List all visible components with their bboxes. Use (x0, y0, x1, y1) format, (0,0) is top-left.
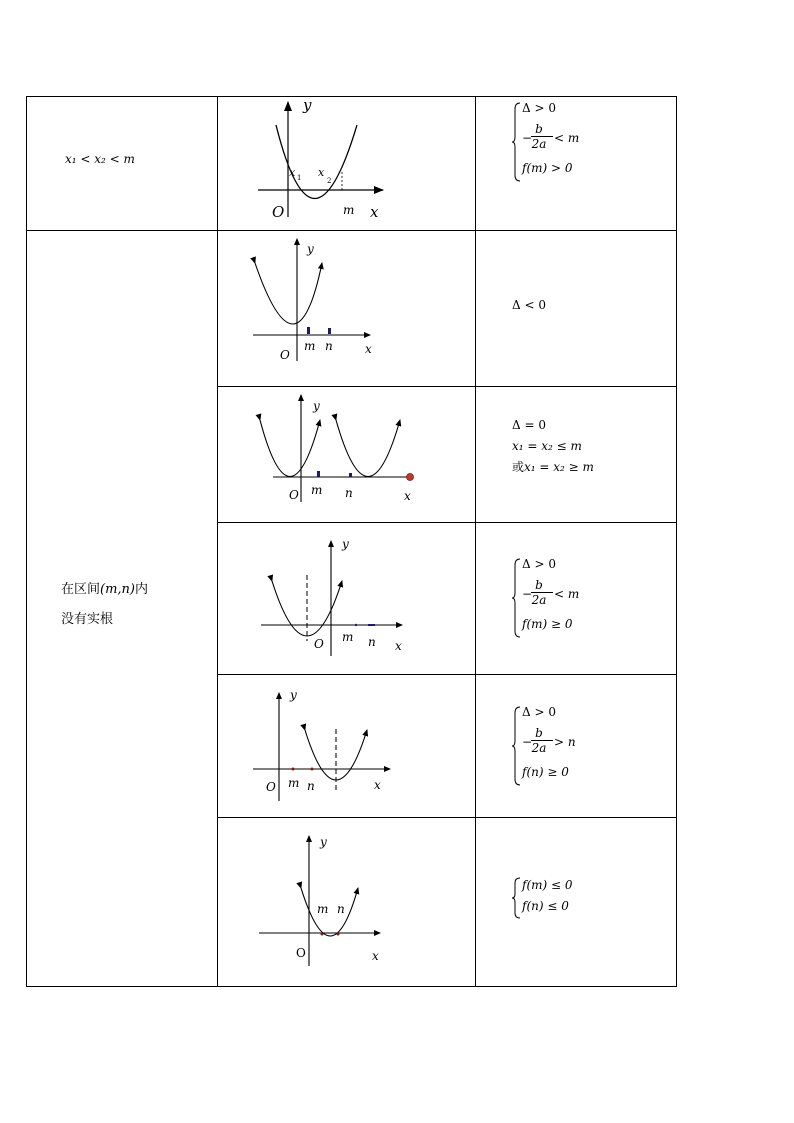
y-label: y (320, 835, 327, 849)
parabola-graph (218, 818, 475, 986)
n-tick (328, 328, 331, 334)
delta-condition: Δ > 0 (522, 557, 556, 571)
origin-label: O (280, 348, 290, 362)
roots-distribution-table (26, 96, 677, 987)
origin-label: O (272, 203, 285, 221)
fraction-denominator: 2a (531, 137, 547, 151)
merged-condition-cell (27, 231, 218, 987)
no-real-root-label (61, 575, 148, 635)
parabola (255, 263, 322, 324)
parabola-graph (218, 675, 475, 817)
condition-cell (27, 97, 218, 231)
condition-cell (476, 231, 677, 387)
condition-system-cell (476, 523, 677, 675)
x2-label: x (318, 166, 325, 179)
n-tick (349, 473, 352, 477)
m-label: m (342, 630, 354, 644)
brace-icon (512, 557, 522, 639)
fm-condition: f(m) ≤ 0 (522, 878, 573, 892)
x-axis-endpoint (407, 474, 414, 481)
origin-label: O (289, 488, 299, 502)
table-row (27, 97, 677, 231)
delta-condition: Δ = 0 (512, 418, 546, 432)
m-label: m (304, 339, 316, 353)
vertex-condition: > n (554, 735, 576, 749)
x2-subscript: 2 (327, 177, 332, 185)
delta-condition: Δ < 0 (512, 298, 546, 312)
n-label: n (345, 486, 353, 500)
condition-system-cell (476, 675, 677, 818)
x-label: x (395, 639, 402, 653)
interval-text: (m,n) (100, 582, 135, 597)
m-label: m (311, 483, 323, 497)
vertex-fraction (524, 122, 554, 151)
origin-label: O (296, 946, 306, 960)
n-label: n (307, 779, 315, 793)
delta-condition: Δ > 0 (522, 705, 556, 719)
fraction-numerator: b (535, 578, 543, 592)
y-label: y (342, 537, 349, 551)
m-tick (317, 471, 320, 477)
condition-lines (512, 415, 594, 478)
x-label: x (372, 949, 379, 963)
brace-icon (512, 876, 522, 920)
fraction-numerator: b (535, 122, 543, 136)
condition-system-cell (476, 97, 677, 231)
m-point (321, 933, 324, 936)
fraction-numerator: b (535, 726, 543, 740)
function-condition: f(m) > 0 (522, 161, 573, 175)
m-tick (307, 327, 310, 334)
parabola-graph (218, 523, 475, 674)
vertex-fraction (524, 578, 554, 607)
origin-label: O (314, 637, 324, 651)
label-line2: 没有实根 (61, 612, 114, 627)
x-label: x (370, 203, 379, 221)
m-point (292, 768, 295, 771)
condition-cell (476, 387, 677, 523)
function-condition: f(n) ≥ 0 (522, 765, 569, 779)
y-label: y (307, 242, 314, 256)
x1-subscript: 1 (297, 174, 302, 182)
or-label: 或 (512, 460, 525, 474)
condition-system-cell (476, 818, 677, 987)
label-prefix: 在区间 (61, 582, 101, 597)
right-parabola (336, 420, 400, 477)
minus-sign: − (522, 735, 533, 749)
graph-cell (218, 97, 476, 231)
x1-label: x (289, 166, 296, 179)
parabola-graph (218, 97, 475, 230)
n-point (368, 624, 375, 626)
vertex-condition: < m (554, 587, 580, 601)
graph-cell (218, 387, 476, 523)
minus-sign: − (522, 587, 533, 601)
vertex-fraction (524, 726, 554, 755)
n-label: n (337, 902, 345, 916)
vertex-condition: < m (554, 131, 580, 145)
graph-cell (218, 675, 476, 818)
parabola-graph (218, 231, 475, 386)
m-point (355, 624, 357, 626)
fn-condition: f(n) ≤ 0 (522, 899, 569, 913)
fraction-denominator: 2a (531, 593, 547, 607)
function-condition: f(m) ≥ 0 (522, 617, 573, 631)
condition-text: x₁ < x₂ < m (65, 152, 135, 166)
x-label: x (374, 778, 381, 792)
brace-icon (512, 101, 522, 183)
m-label: m (288, 776, 300, 790)
m-label: m (317, 902, 329, 916)
parabola-graph (218, 387, 475, 522)
n-point (337, 933, 340, 936)
delta-condition: Δ > 0 (522, 101, 556, 115)
equal-roots-condition-1: x₁ = x₂ ≤ m (512, 439, 582, 453)
origin-label: O (266, 780, 276, 794)
graph-cell (218, 818, 476, 987)
x-label: x (365, 342, 372, 356)
n-label: n (368, 635, 376, 649)
y-label: y (290, 688, 297, 702)
graph-cell (218, 523, 476, 675)
equal-roots-condition-2: x₁ = x₂ ≥ m (524, 460, 594, 474)
y-label: y (313, 399, 320, 413)
m-label: m (343, 203, 355, 217)
left-parabola (260, 420, 320, 477)
label-suffix: 内 (135, 582, 149, 597)
x-label: x (404, 489, 411, 503)
n-point (311, 768, 314, 771)
graph-cell (218, 231, 476, 387)
fraction-denominator: 2a (531, 741, 547, 755)
minus-sign: − (522, 131, 533, 145)
brace-icon (512, 705, 522, 787)
table-row (27, 231, 677, 387)
y-label: y (303, 97, 312, 114)
n-label: n (325, 339, 333, 353)
